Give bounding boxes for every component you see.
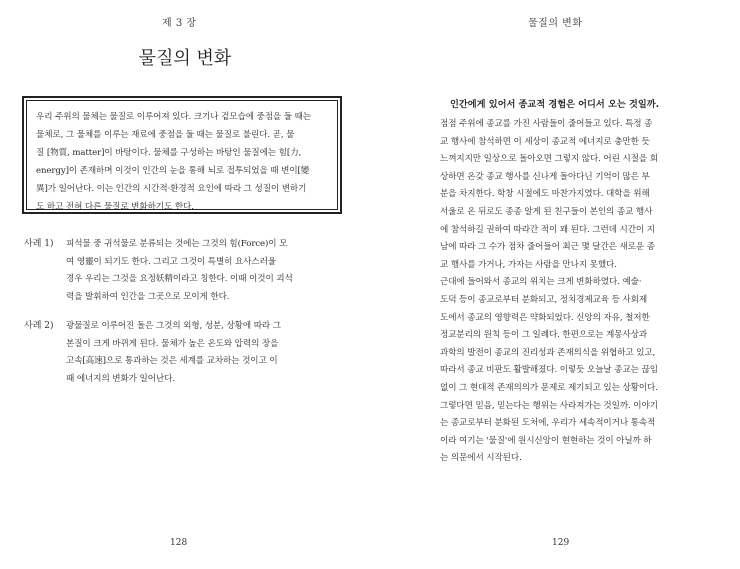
body-line: 과학의 발전이 종교의 진리성과 존재의식을 위협하고 있고,: [440, 347, 656, 358]
case-2-label: 사례 2): [24, 321, 54, 331]
running-head-left: 제 3 장: [162, 18, 197, 29]
body-line: 점점 주위에 종교를 가진 사람들이 줄어들고 있다. 특정 종: [440, 119, 653, 129]
chapter-title: 물질의 변화: [138, 48, 232, 69]
body-line: 도에서 종교의 영향력은 약화되었다. 신앙의 자유, 철저한: [440, 312, 650, 323]
case-line: 광물질로 이루어진 돌은 그것의 외형, 성분, 상황에 따라 그: [66, 321, 281, 331]
summary-line: 우리 주위의 물체는 물질로 이루어져 있다. 크기나 겉모습에 중점을 둘 때는: [36, 112, 311, 122]
right-page: [370, 0, 740, 569]
body-text: [440, 116, 720, 468]
body-line: 교 행사에 참석하면 이 세상이 종교적 에너지로 충만한 듯: [440, 136, 650, 147]
body-line: 에 참석하길 권하여 따라간 적이 꽤 된다. 그런데 시간이 지: [440, 224, 655, 235]
case-1-body: [66, 236, 332, 306]
summary-line: 異]가 일어난다. 이는 인간의 시간적·환경적 요인에 따라 그 성질이 변하기: [36, 184, 307, 194]
page-number-right: 129: [552, 538, 570, 548]
body-line: 그렇다면 믿음, 믿는다는 행위는 사라져가는 것일까. 이야기: [440, 400, 658, 411]
body-line: 는 종교로부터 분화된 도처에, 우리가 세속적이거나 통속적: [440, 418, 656, 429]
case-line: 력을 발휘하여 인간을 그곳으로 모이게 한다.: [66, 291, 230, 302]
body-line: 남에 따라 그 수가 점차 줄어들어 최근 몇 달간은 새로운 종: [440, 242, 655, 253]
body-line: 상하면 온갖 종교 행사를 신나게 돌아다닌 기억이 많은 부: [440, 171, 650, 182]
running-head-right: 물질의 변화: [528, 18, 583, 29]
case-2-body: [66, 318, 332, 388]
case-line: 피석물 중 귀석물로 분류되는 것에는 그것의 힘(Force)이 모: [66, 239, 288, 249]
body-line: 느껴지지만 일상으로 돌아오면 그렇지 않다. 어린 시절을 회: [440, 154, 658, 165]
body-line: 따라서 종교 비판도 활발해졌다. 이렇듯 오늘날 종교는 끊임: [440, 365, 658, 376]
summary-line: energy]이 존재하며 이것이 인간의 눈을 통해 뇌로 접투되었을 때 변이[變: [36, 166, 310, 176]
case-line: 본질이 크게 바뀌게 된다. 물체가 높은 온도와 압력의 장을: [66, 338, 279, 349]
page-number-left: 128: [170, 538, 188, 548]
body-line: 이라 여기는 '물질'에 원시신앙이 현현하는 것이 아닐까 하: [440, 435, 652, 446]
case-1-label: 사례 1): [24, 239, 54, 249]
summary-box: [22, 96, 342, 214]
summary-line: 물체로, 그 물체를 이루는 재료에 중점을 둘 때는 물질로 불린다. 곧, 물: [36, 130, 295, 140]
case-line: 경우 우리는 그것을 요정妖精이라고 칭한다. 이때 이것이 괴석: [66, 274, 293, 285]
body-line: 분을 차지한다. 학창 시절에도 마찬가지였다. 대학을 위해: [440, 189, 650, 200]
body-line: 교 행사를 가거나, 가자는 사람을 만나지 못했다.: [440, 259, 617, 270]
summary-line: 질 [物質, matter]이 바탕이다. 물체를 구성하는 바탕인 물질에는 힘[力,: [36, 148, 302, 158]
section-heading: 인간에게 있어서 종교적 경험은 어디서 오는 것일까.: [450, 99, 660, 110]
body-line: 정교분리의 원칙 등이 그 일례다. 한편으로는 계몽사상과: [440, 330, 648, 341]
body-line: 없이 그 현대적 존재의의가 문제로 제기되고 있는 상황이다.: [440, 382, 658, 393]
body-line: 서울로 온 뒤로도 종종 알게 된 친구들이 본인의 종교 행사: [440, 206, 653, 217]
summary-line: 도 하고 전혀 다른 물질로 변화하기도 한다.: [36, 202, 194, 212]
summary-box-inner: [26, 100, 338, 210]
case-line: 여 영靈이 되기도 한다. 그리고 그것이 특별히 요사스러울: [66, 256, 276, 267]
case-line: 때 에너지의 변화가 일어난다.: [66, 373, 175, 384]
body-line: 근대에 들어와서 종교의 위치는 크게 변화하였다. 예술·: [440, 277, 642, 288]
case-line: 고속[高速]으로 통과하는 것은 세계를 교차하는 것이고 이: [66, 356, 278, 367]
body-line: 도덕 등이 종교로부터 분화되고, 정치경제교육 등 사회제: [440, 294, 648, 305]
body-line: 는 의문에서 시작된다.: [440, 453, 522, 464]
